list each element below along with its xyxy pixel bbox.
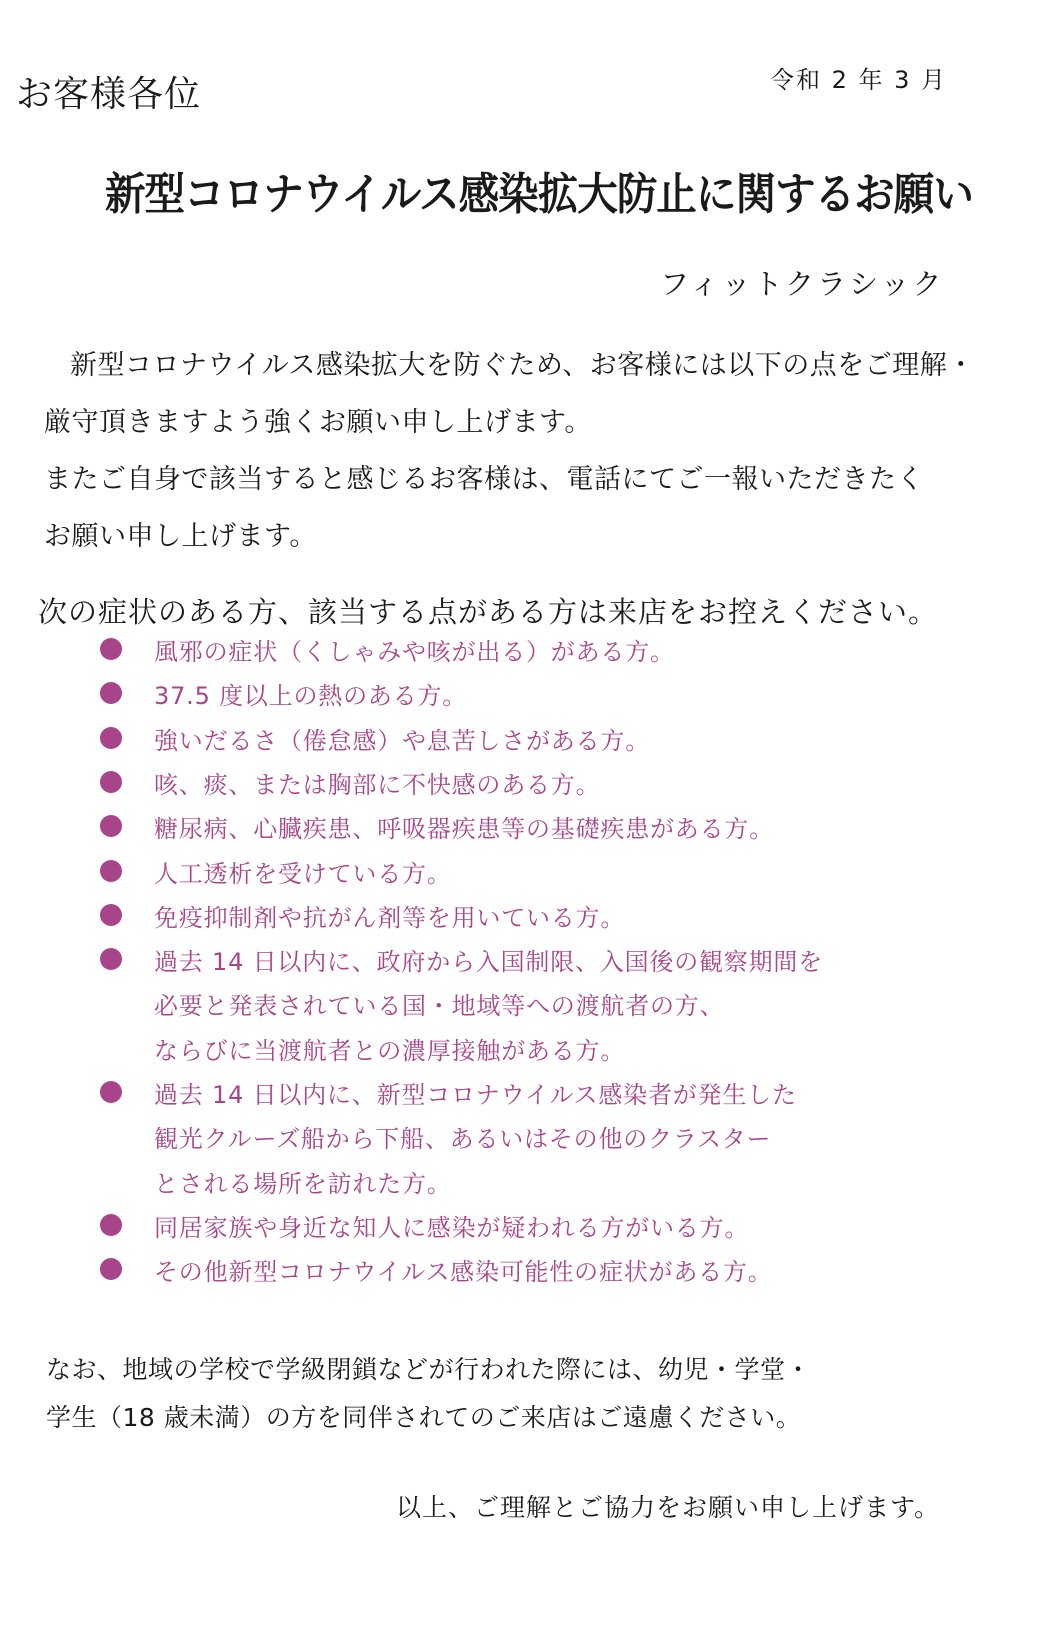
intro-line: またご自身で該当すると感じるお客様は、電話にてご一報いただきたく bbox=[44, 464, 924, 495]
intro-line: 厳守頂きますよう強くお願い申し上げます。 bbox=[44, 407, 592, 438]
bullet-icon bbox=[100, 771, 122, 793]
bullet-icon bbox=[100, 1081, 122, 1103]
bullet-icon bbox=[100, 638, 122, 660]
symptom-item: とされる場所を訪れた方。 bbox=[154, 1169, 452, 1198]
symptom-item: ならびに当渡航者との濃厚接触がある方。 bbox=[154, 1036, 626, 1065]
closing-remark: 以上、ご理解とご協力をお願い申し上げます。 bbox=[396, 1493, 941, 1522]
bullet-icon bbox=[100, 904, 122, 926]
symptom-item: 咳、痰、または胸部に不快感のある方。 bbox=[154, 770, 601, 799]
bullet-icon bbox=[100, 1214, 122, 1236]
addressee: お客様各位 bbox=[16, 74, 202, 115]
symptom-item: 必要と発表されている国・地域等への渡航者の方、 bbox=[154, 992, 725, 1021]
symptom-item: 37.5 度以上の熱のある方。 bbox=[154, 682, 468, 711]
symptom-item: 過去 14 日以内に、政府から入国制限、入国後の観察期間を bbox=[154, 948, 823, 977]
symptom-item: 糖尿病、心臓疾患、呼吸器疾患等の基礎疾患がある方。 bbox=[154, 815, 774, 844]
page-title: 新型コロナウイルス感染拡大防止に関するお願い bbox=[105, 169, 973, 220]
symptom-item: 免疫抑制剤や抗がん剤等を用いている方。 bbox=[154, 903, 626, 932]
bullet-icon bbox=[100, 727, 122, 749]
note-line: 学生（18 歳未満）の方を同伴されてのご来店はご遠慮ください。 bbox=[46, 1403, 802, 1432]
symptom-item: 風邪の症状（くしゃみや咳が出る）がある方。 bbox=[154, 638, 675, 666]
symptom-item: その他新型コロナウイルス感染可能性の症状がある方。 bbox=[154, 1258, 773, 1287]
bullet-icon bbox=[100, 815, 122, 837]
symptom-item: 人工透析を受けている方。 bbox=[154, 859, 452, 888]
notice-date: 令和 2 年 3 月 bbox=[770, 66, 948, 94]
bullet-icon bbox=[100, 1258, 122, 1280]
symptom-list-heading: 次の症状のある方、該当する点がある方は来店をお控えください。 bbox=[38, 595, 939, 629]
symptom-item: 観光クルーズ船から下船、あるいはその他のクラスター bbox=[154, 1125, 772, 1154]
symptom-item: 同居家族や身近な知人に感染が疑われる方がいる方。 bbox=[154, 1213, 750, 1242]
intro-line: お願い申し上げます。 bbox=[44, 521, 317, 552]
intro-line: 新型コロナウイルス感染拡大を防ぐため、お客様には以下の点をご理解・ bbox=[70, 350, 975, 381]
store-name: フィットクラシック bbox=[660, 267, 945, 301]
bullet-icon bbox=[100, 682, 122, 704]
bullet-icon bbox=[100, 948, 122, 970]
note-line: なお、地域の学校で学級閉鎖などが行われた際には、幼児・学堂・ bbox=[46, 1355, 812, 1384]
symptom-item: 過去 14 日以内に、新型コロナウイルス感染者が発生した bbox=[154, 1081, 797, 1109]
bullet-icon bbox=[100, 860, 122, 882]
symptom-item: 強いだるさ（倦怠感）や息苦しさがある方。 bbox=[154, 726, 650, 755]
